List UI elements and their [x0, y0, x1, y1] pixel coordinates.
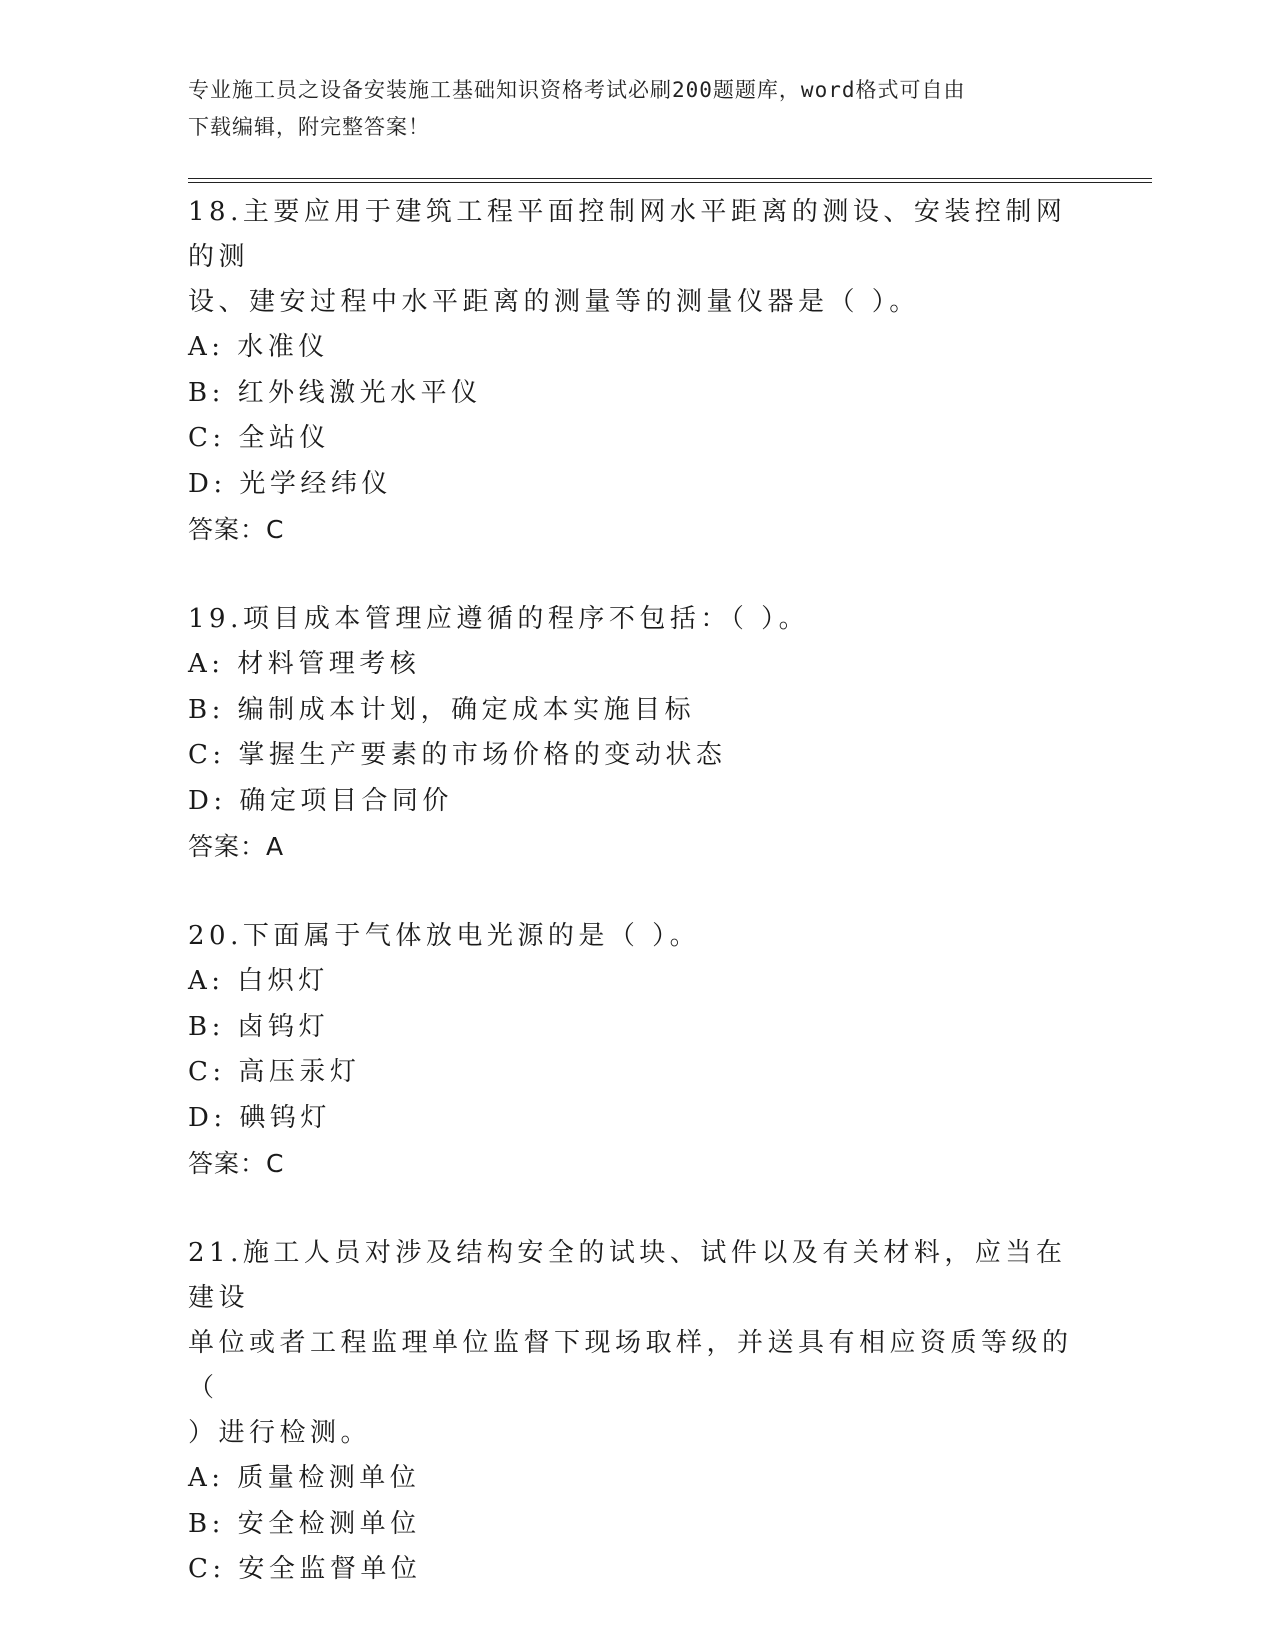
question-stem: 18.主要应用于建筑工程平面控制网水平距离的测设、安装控制网的测	[188, 197, 1067, 272]
option-d: D: 光学经纬仪	[188, 468, 392, 499]
option-c: C: 安全监督单位	[188, 1554, 422, 1584]
document-header	[188, 72, 1068, 146]
question-20	[188, 914, 1078, 1186]
question-list	[188, 190, 1078, 1638]
answer: 答案：C	[188, 515, 285, 544]
answer: 答案：A	[188, 832, 285, 861]
option-b: B: 红外线激光水平仪	[188, 377, 482, 408]
question-stem: 单位或者工程监理单位监督下现场取样，并送具有相应资质等级的（	[188, 1328, 1073, 1403]
question-21	[188, 1231, 1078, 1593]
question-19	[188, 597, 1078, 869]
option-a: A: 水准仪	[188, 332, 329, 362]
option-a: A: 白炽灯	[188, 966, 329, 996]
option-b: B: 编制成本计划，确定成本实施目标	[188, 694, 696, 725]
question-stem: 21.施工人员对涉及结构安全的试块、试件以及有关材料，应当在建设	[188, 1238, 1067, 1313]
header-line-1: 专业施工员之设备安装施工基础知识资格考试必刷200题题库，word格式可自由	[188, 78, 966, 102]
option-c: C: 全站仪	[188, 423, 330, 453]
option-a: A: 材料管理考核	[188, 649, 421, 679]
answer: 答案：C	[188, 1149, 285, 1178]
option-d: D: 确定项目合同价	[188, 785, 453, 816]
question-stem: 20.下面属于气体放电光源的是（ ）。	[188, 921, 701, 951]
question-stem: ）进行检测。	[188, 1418, 372, 1448]
option-c: C: 高压汞灯	[188, 1057, 361, 1087]
option-d: D: 碘钨灯	[188, 1102, 331, 1133]
option-a: A: 质量检测单位	[188, 1463, 421, 1493]
question-stem: 19.项目成本管理应遵循的程序不包括：（ ）。	[188, 604, 810, 634]
option-b: B: 安全检测单位	[188, 1508, 421, 1539]
question-18	[188, 190, 1078, 552]
header-divider	[188, 178, 1152, 183]
header-line-2: 下载编辑，附完整答案！	[188, 115, 430, 139]
option-b: B: 卤钨灯	[188, 1011, 330, 1042]
option-c: C: 掌握生产要素的市场价格的变动状态	[188, 740, 727, 770]
question-stem: 设、建安过程中水平距离的测量等的测量仪器是（ ）。	[188, 287, 920, 317]
